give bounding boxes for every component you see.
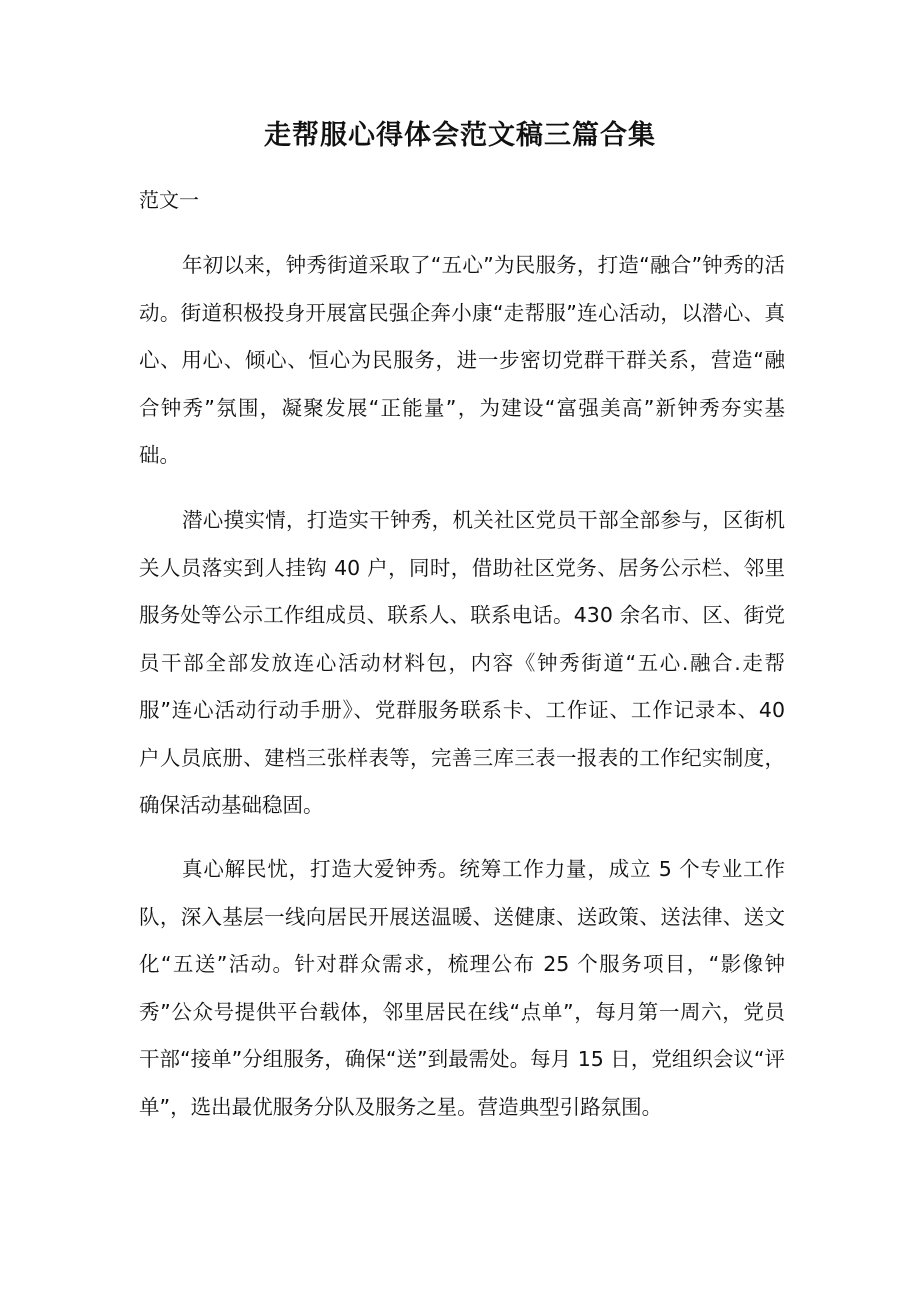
paragraph-2: 潜心摸实情，打造实干钟秀，机关社区党员干部全部参与，区街机关人员落实到人挂钩 40 户，同时，借助社区党务、居务公示栏、邻里服务处等公示工作组成员、联系人、联系电话。430 余名市、区、街党员干部全部发放连心活动材料包，内容《钟秀街道“五心.融合.走帮服”连心活动行动手册》、党群服务联系卡、工作证、工作记录本、40 户人员底册、建档三张样表等，完善三库三表一报表的工作纪实制度，确保活动基础稳固。 — [139, 508, 785, 817]
paragraph-3: 真心解民忧，打造大爱钟秀。统筹工作力量，成立 5 个专业工作队，深入基层一线向居民开展送温暖、送健康、送政策、送法律、送文化“五送”活动。针对群众需求，梳理公布 25 个服务项目，“影像钟秀”公众号提供平台载体，邻里居民在线“点单”，每月第一周六，党员干部“接单”分组服务，确保“送”到最需处。每月 15 日，党组织会议“评单”，选出最优服务分队及服务之星。营造典型引路氛围。 — [139, 857, 785, 1119]
document-title: 走帮服心得体会范文稿三篇合集 — [264, 120, 656, 151]
section-label: 范文一 — [139, 188, 199, 212]
paragraph-1: 年初以来，钟秀街道采取了“五心”为民服务，打造“融合”钟秀的活动。街道积极投身开展富民强企奔小康“走帮服”连心活动，以潜心、真心、用心、倾心、恒心为民服务，进一步密切党群干群关系，营造“融合钟秀”氛围，凝聚发展“正能量”，为建设“富强美高”新钟秀夯实基础。 — [139, 253, 785, 467]
